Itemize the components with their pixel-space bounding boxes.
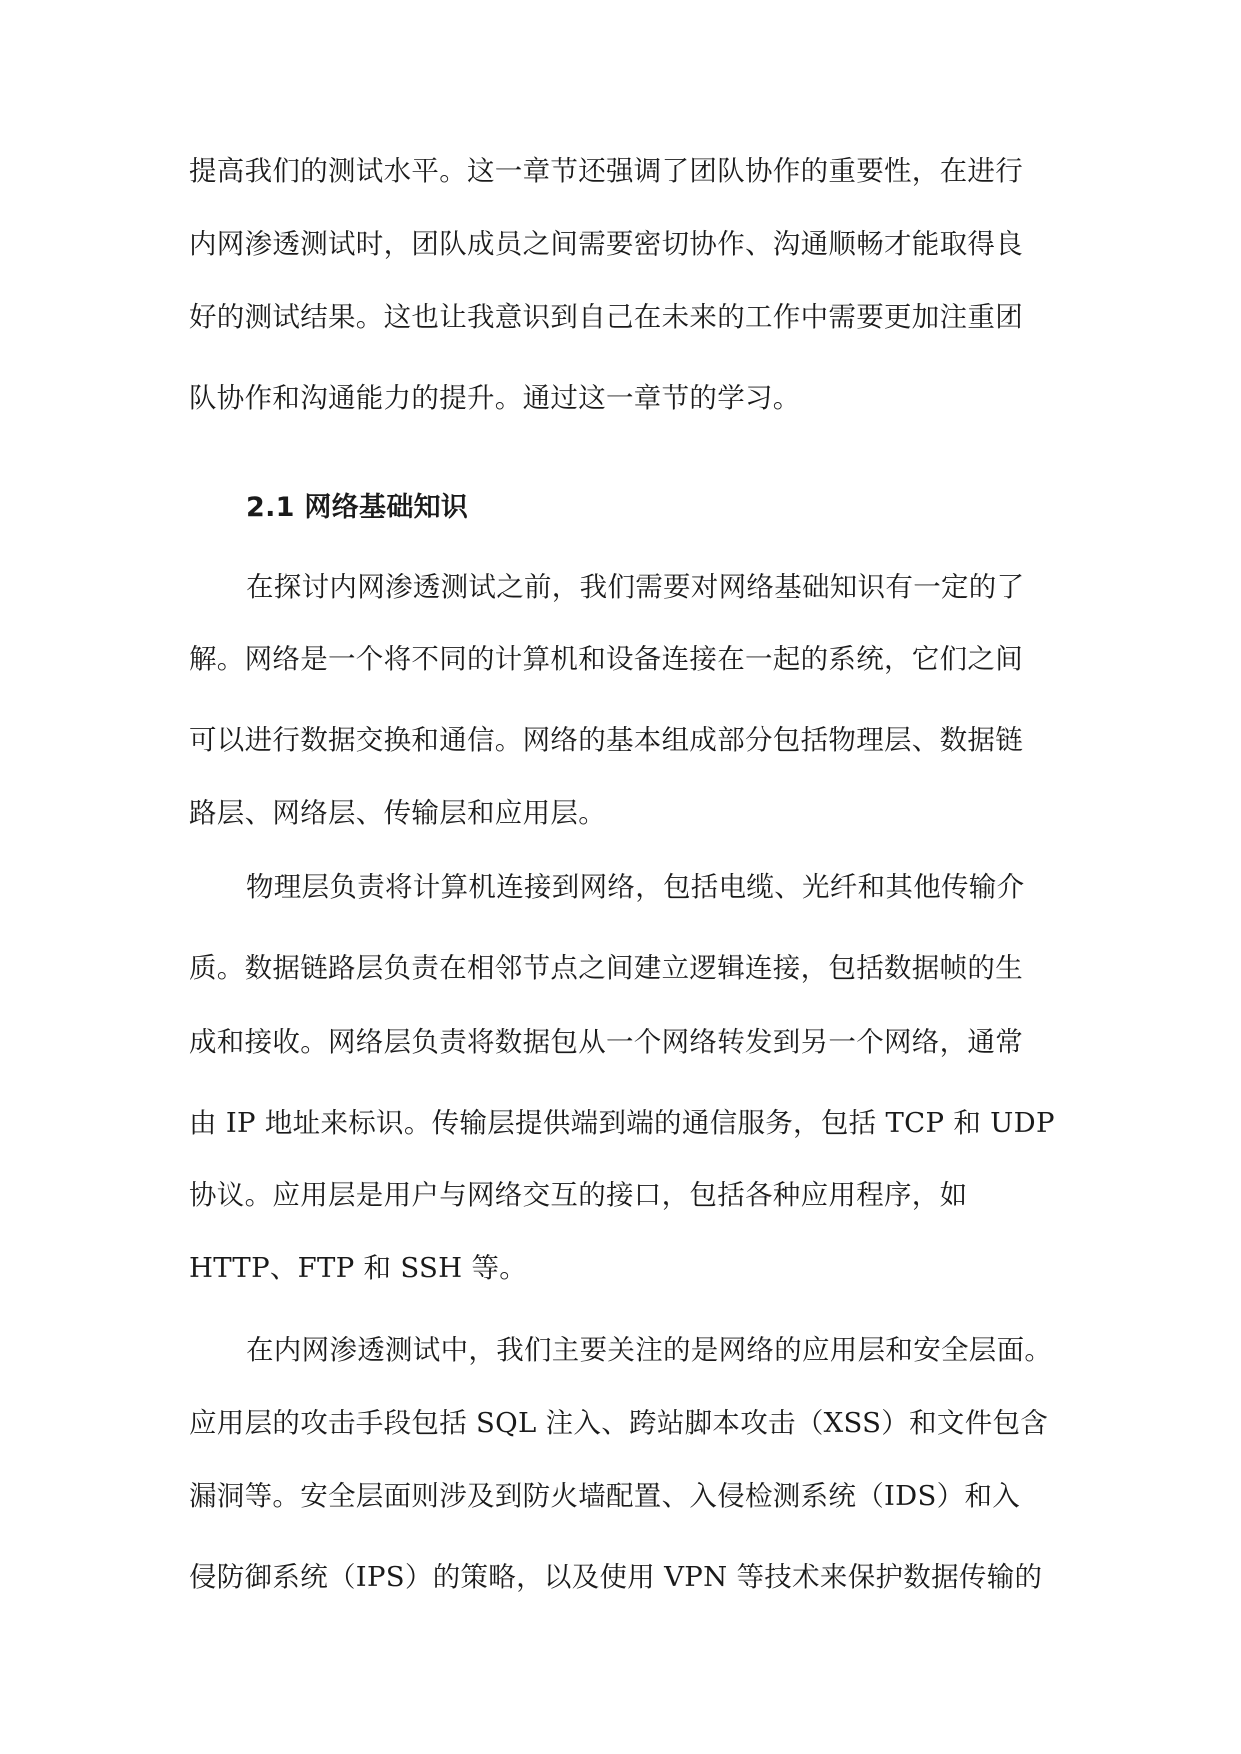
paragraph-line: HTTP、FTP 和 SSH 等。	[189, 1252, 528, 1284]
paragraph-line: 路层、网络层、传输层和应用层。	[189, 797, 606, 829]
paragraph-line: 应用层的攻击手段包括 SQL 注入、跨站脚本攻击（XSS）和文件包含	[189, 1407, 1049, 1439]
paragraph-line: 质。数据链路层负责在相邻节点之间建立逻辑连接，包括数据帧的生	[189, 952, 1023, 984]
paragraph-line: 在内网渗透测试中，我们主要关注的是网络的应用层和安全层面。	[246, 1334, 1053, 1366]
intro-line: 内网渗透测试时，团队成员之间需要密切协作、沟通顺畅才能取得良	[189, 228, 1023, 260]
section-heading: 2.1 网络基础知识	[246, 492, 469, 523]
paragraph-line: 成和接收。网络层负责将数据包从一个网络转发到另一个网络，通常	[189, 1026, 1023, 1058]
paragraph-line: 物理层负责将计算机连接到网络，包括电缆、光纤和其他传输介	[246, 871, 1025, 903]
paragraph-line: 可以进行数据交换和通信。网络的基本组成部分包括物理层、数据链	[189, 724, 1023, 756]
paragraph-line: 漏洞等。安全层面则涉及到防火墙配置、入侵检测系统（IDS）和入	[189, 1480, 1021, 1512]
intro-line: 好的测试结果。这也让我意识到自己在未来的工作中需要更加注重团	[189, 301, 1023, 333]
intro-line: 提高我们的测试水平。这一章节还强调了团队协作的重要性，在进行	[189, 155, 1023, 187]
paragraph-line: 侵防御系统（IPS）的策略，以及使用 VPN 等技术来保护数据传输的	[189, 1561, 1043, 1593]
intro-line: 队协作和沟通能力的提升。通过这一章节的学习。	[189, 382, 801, 414]
paragraph-line: 解。网络是一个将不同的计算机和设备连接在一起的系统，它们之间	[189, 643, 1023, 675]
paragraph-line: 协议。应用层是用户与网络交互的接口，包括各种应用程序，如	[189, 1179, 968, 1211]
paragraph-line: 在探讨内网渗透测试之前，我们需要对网络基础知识有一定的了	[246, 571, 1025, 603]
paragraph-line: 由 IP 地址来标识。传输层提供端到端的通信服务，包括 TCP 和 UDP	[189, 1107, 1055, 1139]
